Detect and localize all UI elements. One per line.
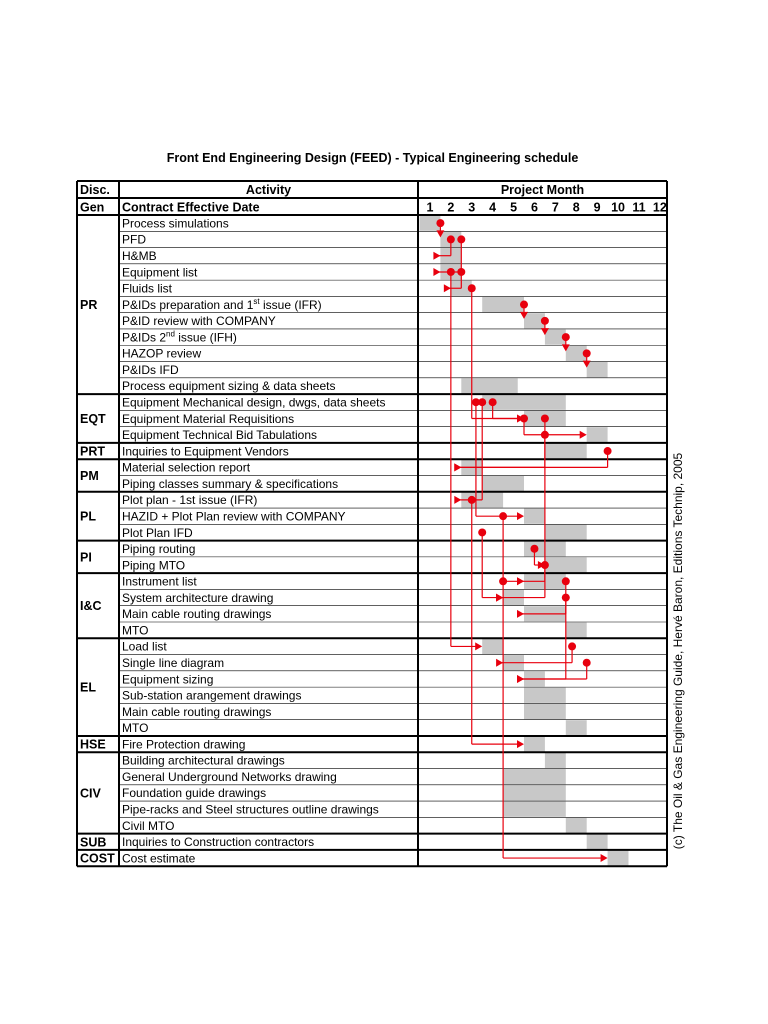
activity-label: Equipment list [122,265,198,280]
activity-label: PFD [122,232,146,247]
disc-label: EL [80,680,96,695]
disc-label: PL [80,509,96,524]
disc-label: PM [80,468,99,483]
dependency-arrowhead [496,594,503,602]
month-number: 6 [530,200,538,215]
gantt-bar [545,525,587,540]
activity-label: Equipment Material Requisitions [122,411,295,426]
month-number: 10 [611,200,626,215]
disc-label: I&C [80,599,102,614]
disc-label: PI [80,550,92,565]
gantt-bar [503,769,566,784]
activity-label: Piping MTO [122,558,186,573]
gantt-bar [482,297,524,312]
gantt-bar [587,427,608,442]
activity-label: HAZID + Plot Plan review with COMPANY [122,509,346,524]
disc-label: PRT [80,444,105,459]
month-number: 4 [489,200,497,215]
activity-label: Plot plan - 1st issue (IFR) [122,493,258,508]
month-number: 8 [572,200,580,215]
activity-label: Cost estimate [122,851,196,866]
month-number: 11 [632,200,646,215]
activity-label: Civil MTO [122,818,175,833]
dependency-arrowhead [517,512,524,520]
dependency-arrowhead [517,577,524,585]
activity-label: General Underground Networks drawing [122,769,337,784]
gantt-bar [524,688,566,703]
activity-label: Inquiries to Equipment Vendors [122,444,289,459]
month-number: 1 [426,200,434,215]
activity-label: P&IDs preparation and 1st issue (IFR) [122,296,322,312]
month-number: 3 [468,200,476,215]
activity-label: HAZOP review [122,346,202,361]
gen-disc-label: Gen [80,200,105,215]
gantt-bar [566,720,587,735]
activity-label: Single line diagram [122,656,225,670]
gantt-bar [545,557,587,572]
disc-label: HSE [80,737,106,752]
gantt-bar [524,509,545,524]
activity-label: MTO [122,721,149,736]
activity-label: Pipe-racks and Steel structures outline drawings [122,802,379,817]
activity-label: Piping routing [122,542,196,557]
dependency-arrowhead [433,268,440,276]
gantt-bar [461,378,517,393]
activity-label: Building architectural drawings [122,753,285,768]
activity-label: Fire Protection drawing [122,737,246,752]
page-title: Front End Engineering Design (FEED) - Typical Engineering schedule [166,151,579,165]
activity-label: H&MB [122,249,157,263]
gantt-bar [587,834,608,849]
disc-header: Disc. [80,183,110,197]
activity-label: P&IDs IFD [122,362,179,377]
disc-label: SUB [80,835,107,850]
activity-label: Process equipment sizing & data sheets [122,379,336,394]
dependency-arrowhead [433,252,440,260]
dependency-arrowhead [517,610,524,618]
disc-label: CIV [80,786,101,801]
activity-label: Inquiries to Construction contractors [122,835,315,850]
dependency-arrowhead [444,284,451,292]
activity-label: Equipment sizing [122,672,214,687]
month-number: 7 [551,200,559,215]
gen-activity-label: Contract Effective Date [122,200,260,215]
dependency-arrowhead [475,642,482,650]
gantt-bar [545,753,566,768]
gantt-bar [503,785,566,800]
activity-label: MTO [122,623,149,638]
activity-header: Activity [245,183,292,197]
gantt-bar [545,443,587,458]
gantt-bar [524,704,566,719]
activity-label: Main cable routing drawings [122,607,272,622]
gantt-bar [503,802,566,817]
gantt-bar [524,736,545,751]
activity-label: System architecture drawing [122,590,274,605]
disc-label: EQT [80,412,106,426]
dependency-arrowhead [601,854,608,862]
disc-label: COST [80,851,115,866]
activity-label: Instrument list [122,574,197,589]
gantt-bar [482,476,524,491]
dependency-arrowhead [517,675,524,683]
activity-label: Piping classes summary & specifications [122,476,339,491]
dependency-arrowhead [517,740,524,748]
month-number: 5 [510,200,518,215]
month-number: 12 [652,200,667,215]
gantt-bar [587,362,608,377]
gantt-bar [566,818,587,833]
dependency-arrowhead [454,496,461,504]
activity-label: Material selection report [122,460,251,475]
activity-label: Main cable routing drawings [122,704,272,719]
activity-label: Load list [122,639,167,654]
activity-label: P&IDs 2nd issue (IFH) [122,329,237,345]
activity-label: Sub-station arangement drawings [122,688,302,703]
gantt-bar [566,623,587,638]
activity-label: Process simulations [122,216,229,231]
month-number: 2 [447,200,455,215]
activity-label: Equipment Technical Bid Tabulations [122,428,318,443]
disc-label: PR [80,298,98,313]
activity-label: Foundation guide drawings [122,786,267,801]
gantt-bar [608,850,629,865]
month-number: 9 [593,200,601,215]
dependency-arrowhead [496,659,503,667]
activity-label: Plot Plan IFD [122,525,193,540]
project-month-header: Project Month [500,183,585,197]
activity-label: Equipment Mechanical design, dwgs, data sheets [122,395,386,410]
activity-label: Fluids list [122,281,173,296]
activity-label: P&ID review with COMPANY [122,314,276,329]
copyright-note: (c) The Oil & Gas Engineering Guide, Hervé Baron, Editions Technip, 2005 [671,452,685,850]
gantt-bar [482,639,503,654]
dependency-arrowhead [454,463,461,471]
dependency-arrowhead [580,431,587,439]
